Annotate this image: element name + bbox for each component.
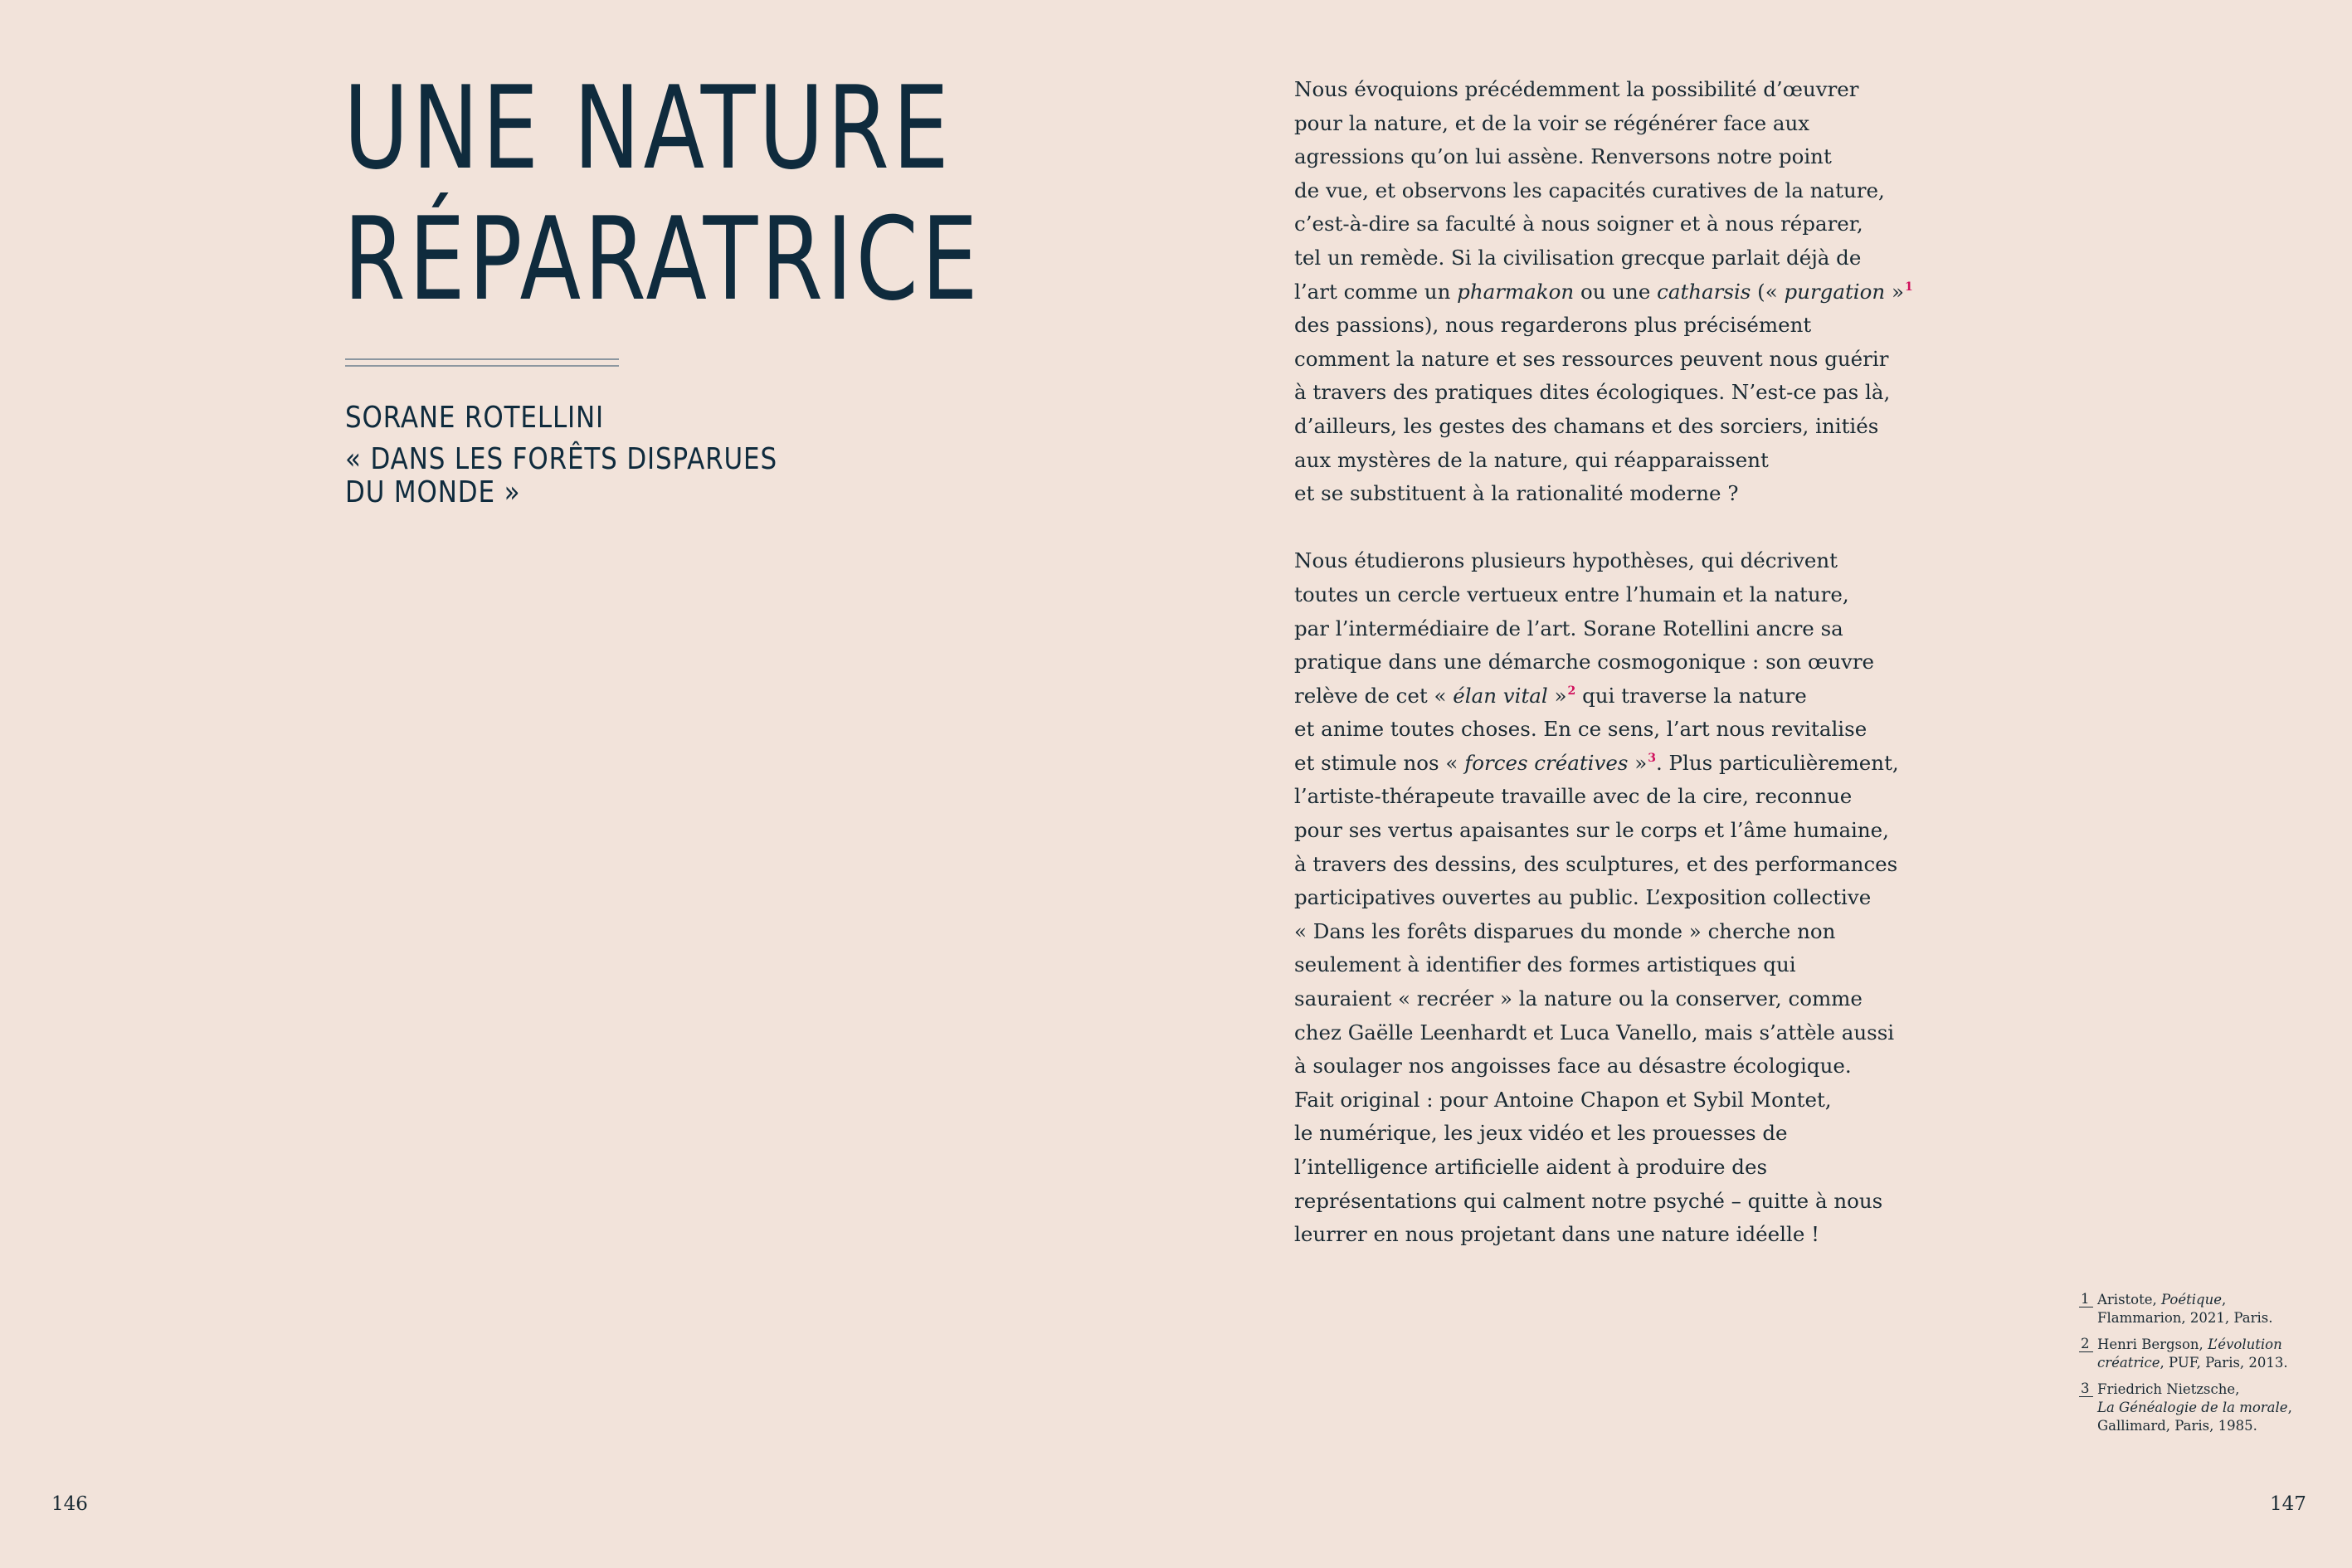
exhibition-title-line-2: DU MONDE » (345, 475, 521, 509)
italic-term-forces-creatives: forces créatives (1464, 750, 1629, 775)
text-line: d’ailleurs, les gestes des chamans et des sorciers, initiés (1294, 413, 1879, 438)
page-number-right: 147 (2270, 1493, 2306, 1515)
body-text-column (1294, 73, 1913, 1252)
text-line: et anime toutes choses. En ce sens, l’art nous revitalise (1294, 717, 1867, 742)
footnotes (2077, 1291, 2310, 1444)
text-line: à travers des dessins, des sculptures, et des performances (1294, 851, 1898, 876)
text-line: pratique dans une démarche cosmogonique : son œuvre (1294, 650, 1875, 674)
footnote-ref-3[interactable]: 3 (1648, 751, 1656, 765)
text-line: l’artiste-thérapeute travaille avec de la cire, reconnue (1294, 784, 1853, 809)
footnote-1: 1 Aristote, Poétique, Flammarion, 2021, Paris. (2081, 1291, 2273, 1326)
chapter-subtitle (345, 402, 777, 509)
italic-term-catharsis: catharsis (1657, 279, 1751, 304)
text-line: « Dans les forêts disparues du monde » cherche non (1294, 918, 1836, 943)
footnote-ref-2[interactable]: 2 (1567, 684, 1576, 698)
footnote-number: 1 (2079, 1291, 2093, 1307)
text-line: tel un remède. Si la civilisation grecque parlait déjà de (1294, 245, 1862, 270)
text-line: de vue, et observons les capacités curatives de la nature, (1294, 178, 1885, 202)
italic-term-purgation: purgation (1784, 279, 1886, 304)
text-line: leurrer en nous projetant dans une nature idéelle ! (1294, 1222, 1819, 1247)
text-line: des passions), nous regarderons plus précisément (1294, 313, 1812, 338)
text-line: agressions qu’on lui assène. Renversons notre point (1294, 144, 1832, 169)
text-line: c’est-à-dire sa faculté à nous soigner et à nous réparer, (1294, 212, 1863, 236)
paragraph-gap (1294, 511, 1875, 545)
footnote-number: 2 (2079, 1336, 2093, 1352)
italic-term-elan-vital: élan vital (1453, 683, 1548, 708)
text-line: à travers des pratiques dites écologiques. N’est-ce pas là, (1294, 380, 1891, 405)
text-line: sauraient « recréer » la nature ou la conserver, comme (1294, 986, 1863, 1011)
text-line: pour ses vertus apaisantes sur le corps et l’âme humaine, (1294, 818, 1889, 843)
footnote-number: 3 (2079, 1381, 2093, 1397)
footnote-2: 2 Henri Bergson, L’évolution créatrice, PUF, Paris, 2013. (2081, 1336, 2288, 1371)
text-line: seulement à identifier des formes artistiques qui (1294, 952, 1796, 977)
text-line: toutes un cercle vertueux entre l’humain et la nature, (1294, 582, 1849, 606)
text-line: à soulager nos angoisses face au désastre écologique. (1294, 1054, 1852, 1079)
double-rule-divider (345, 358, 619, 367)
text-line: relève de cet « élan vital »$^2$ qui traverse la nature (1294, 683, 1807, 708)
text-line: Nous étudierons plusieurs hypothèses, qui décrivent (1294, 548, 1838, 573)
footnote-3: 3 Friedrich Nietzsche, La Généalogie de la morale, Gallimard, Paris, 1985. (2081, 1381, 2292, 1434)
text-line: le numérique, les jeux vidéo et les prouesses de (1294, 1121, 1788, 1146)
footnote-ref-1[interactable]: 1 (1904, 280, 1913, 294)
text-line: aux mystères de la nature, qui réapparaissent (1294, 447, 1769, 472)
page-number-left: 146 (51, 1493, 88, 1515)
text-line: l’art comme un pharmakon ou une catharsis (« purgation »$^1$ (1294, 279, 1913, 304)
text-line: Fait original : pour Antoine Chapon et Sybil Montet, (1294, 1087, 1832, 1112)
text-line: par l’intermédiaire de l’art. Sorane Rotellini ancre sa (1294, 616, 1843, 640)
chapter-title-line-1: UNE NATURE (343, 61, 952, 195)
chapter-title-line-2: RÉPARATRICE (343, 192, 981, 326)
paragraph-1 (1294, 73, 1913, 511)
exhibition-title-line-1: « DANS LES FORÊTS DISPARUES (345, 442, 777, 476)
text-line: comment la nature et ses ressources peuvent nous guérir (1294, 346, 1889, 371)
text-line: participatives ouvertes au public. L’exposition collective (1294, 885, 1872, 910)
artist-name: SORANE ROTELLINI (345, 401, 605, 435)
text-line: l’intelligence artificielle aident à produire des (1294, 1155, 1768, 1179)
italic-term-pharmakon: pharmakon (1457, 279, 1575, 304)
chapter-title (343, 63, 981, 325)
text-line: pour la nature, et de la voir se régénérer face aux (1294, 110, 1810, 135)
paragraph-2 (1294, 544, 1899, 1251)
text-line: représentations qui calment notre psyché – quitte à nous (1294, 1188, 1883, 1213)
text-line: chez Gaëlle Leenhardt et Luca Vanello, mais s’attèle aussi (1294, 1020, 1895, 1045)
text-line: et stimule nos « forces créatives »$^3$. Plus particulièrement, (1294, 750, 1899, 775)
text-line: et se substituent à la rationalité moderne ? (1294, 481, 1739, 506)
text-line: Nous évoquions précédemment la possibilité d’œuvrer (1294, 77, 1859, 101)
